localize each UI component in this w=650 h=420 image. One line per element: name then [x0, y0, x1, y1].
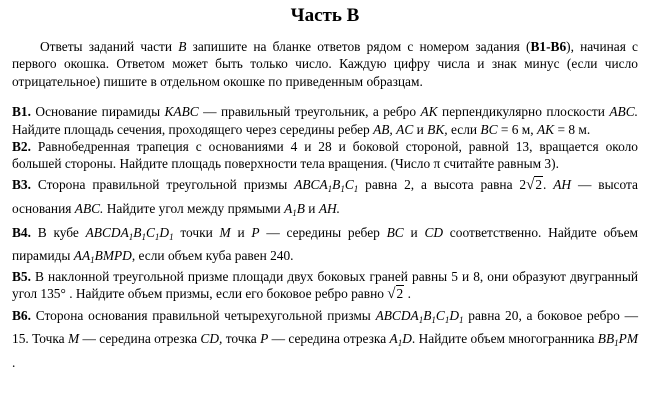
- intro-text-3: ), начиная с первого окошка. Ответом может быть только число. Каждую цифру числа и знак минус (если число отрицательное) пишите в отдельном окошке по приведенным образцам.: [12, 39, 638, 89]
- intro-paragraph: [12, 38, 638, 90]
- subscript: 1: [90, 255, 95, 266]
- task-b2: [12, 138, 638, 173]
- math-var: AH: [553, 176, 572, 192]
- math-var: ABCDA: [375, 307, 419, 323]
- text-run: — середины ребер: [259, 224, 387, 240]
- subscript: 1: [141, 231, 146, 242]
- math-var: KABC: [164, 104, 199, 120]
- math-var: AH.: [318, 201, 341, 217]
- subscript: 1: [327, 183, 333, 194]
- math-var: BC: [386, 224, 404, 240]
- text-run: Основание пирамиды: [30, 104, 165, 120]
- sqrt-symbol: √2: [387, 286, 404, 303]
- subscript: 1: [418, 314, 424, 325]
- math-var: A: [389, 331, 398, 347]
- math-var: ABCDA: [85, 224, 129, 240]
- text-run: . Найдите объем многогранника: [411, 331, 598, 347]
- text-run: .: [404, 286, 411, 302]
- math-var: B: [296, 201, 305, 217]
- text-run: , если объем куба равен 240.: [131, 248, 294, 264]
- text-run: точки: [173, 224, 220, 240]
- math-var: C: [145, 224, 155, 240]
- math-expression: [389, 331, 412, 349]
- sqrt-symbol: √2: [526, 176, 543, 193]
- intro-part-var: В: [178, 39, 187, 54]
- text-run: = 8 м.: [554, 121, 591, 137]
- subscript: 1: [154, 231, 160, 242]
- task-b1: [12, 103, 638, 138]
- math-var: B: [423, 307, 432, 323]
- subscript: 1: [169, 231, 174, 242]
- subscript: 1: [444, 314, 450, 325]
- math-var: ABC.: [74, 201, 104, 217]
- task-b6-label: В6.: [12, 307, 31, 323]
- task-b4-label: В4.: [12, 224, 31, 240]
- math-var: D: [402, 331, 412, 347]
- math-expression: [376, 308, 464, 323]
- math-var: D: [159, 224, 170, 240]
- math-expression: [86, 225, 174, 240]
- text-run: — правильный треугольник, а ребро: [198, 104, 421, 120]
- task-b4: [12, 221, 638, 268]
- text-run: точка: [222, 331, 261, 347]
- subscript: 1: [340, 183, 345, 194]
- task-b3: [12, 173, 638, 221]
- text-run: — высота основания: [12, 176, 638, 217]
- math-var: P: [251, 224, 260, 240]
- intro-text-1: Ответы заданий части: [40, 39, 179, 54]
- section-title: Часть В: [290, 5, 360, 26]
- math-var: M: [219, 224, 231, 240]
- subscript: 1: [353, 183, 359, 194]
- text-run: В кубе: [30, 224, 86, 240]
- subscript: 1: [128, 231, 134, 242]
- text-run: и: [413, 121, 428, 137]
- math-expression: [73, 248, 132, 266]
- text-run: Сторона основания правильной четырехугольной призмы: [30, 307, 376, 323]
- math-var: AC: [396, 121, 414, 137]
- subscript: 1: [292, 208, 297, 219]
- text-run: и: [304, 201, 319, 217]
- task-b5-label: В5.: [12, 268, 31, 284]
- text-run: и: [230, 224, 252, 240]
- math-var: AK: [536, 121, 555, 137]
- math-var: AB,: [373, 121, 393, 137]
- math-var: ABCA: [294, 176, 328, 192]
- math-var: C: [344, 176, 354, 192]
- text-run: равна 20, а боковое ребро — 15. Точка: [12, 307, 639, 347]
- text-run: соответственно. Найдите объем пирамиды: [12, 224, 638, 264]
- math-var: BMPD: [94, 248, 132, 264]
- math-var: CD,: [200, 331, 223, 347]
- text-run: Найдите угол между прямыми: [103, 201, 285, 217]
- text-run: .: [543, 176, 554, 192]
- radicand: 2: [396, 286, 404, 302]
- task-b1-label: В1.: [12, 104, 31, 120]
- math-var: AA: [73, 248, 91, 264]
- text-run: Равнобедренная трапеция с основаниями 4 и 28 и боковой стороной, равной 13, вращается около большей стороны. Найдите площадь поверхности тела вращения. (Число π считайте равным 3).: [12, 139, 638, 172]
- text-run: равна 2, а высота равна: [358, 176, 520, 192]
- math-var: PM: [618, 331, 638, 347]
- number: 2: [519, 176, 527, 192]
- math-var: M: [67, 331, 80, 347]
- math-var: D: [449, 307, 459, 323]
- subscript: 1: [459, 314, 464, 325]
- text-run: — середина отрезка: [79, 331, 201, 347]
- task-b3-label: В3.: [12, 176, 31, 192]
- math-var: CD: [424, 224, 444, 240]
- math-var: B: [133, 224, 142, 240]
- text-run: и: [403, 224, 425, 240]
- math-var: P: [260, 331, 269, 347]
- text-run: В наклонной треугольной призме площади двух боковых граней равны 5 и 8, они образуют двугранный угол 135° . Найдите объем призмы, если его боковое ребро равно: [12, 268, 638, 302]
- task-b5: [12, 268, 638, 304]
- intro-text-2: запишите на бланке ответов рядом с номером задания (: [186, 39, 531, 54]
- text-run: .: [12, 354, 16, 370]
- subscript: 1: [431, 314, 436, 325]
- math-var: BB: [597, 331, 615, 347]
- text-run: = 6 м,: [497, 121, 537, 137]
- math-var: ABC.: [609, 104, 639, 120]
- text-run: Найдите площадь сечения, проходящего через середины ребер: [12, 121, 374, 137]
- math-var: BK,: [427, 121, 448, 137]
- subscript: 1: [614, 338, 619, 349]
- math-expression: [284, 201, 305, 219]
- math-var: C: [435, 307, 445, 323]
- intro-range: В1-В6: [530, 39, 567, 54]
- math-var: A: [284, 201, 293, 217]
- text-run: Сторона правильной треугольной призмы: [30, 176, 295, 192]
- text-run: — середина отрезка: [268, 331, 390, 347]
- radicand: 2: [535, 176, 543, 192]
- subscript: 1: [397, 338, 403, 349]
- text-run: перпендикулярно плоскости: [437, 104, 610, 120]
- task-b2-label: В2.: [12, 139, 31, 155]
- math-var: BC: [480, 121, 498, 137]
- task-b6: [12, 304, 638, 375]
- text-run: если: [447, 121, 481, 137]
- math-expression: [597, 331, 638, 349]
- math-var: AK: [420, 104, 438, 120]
- math-expression: [294, 177, 358, 192]
- math-var: B: [332, 176, 341, 192]
